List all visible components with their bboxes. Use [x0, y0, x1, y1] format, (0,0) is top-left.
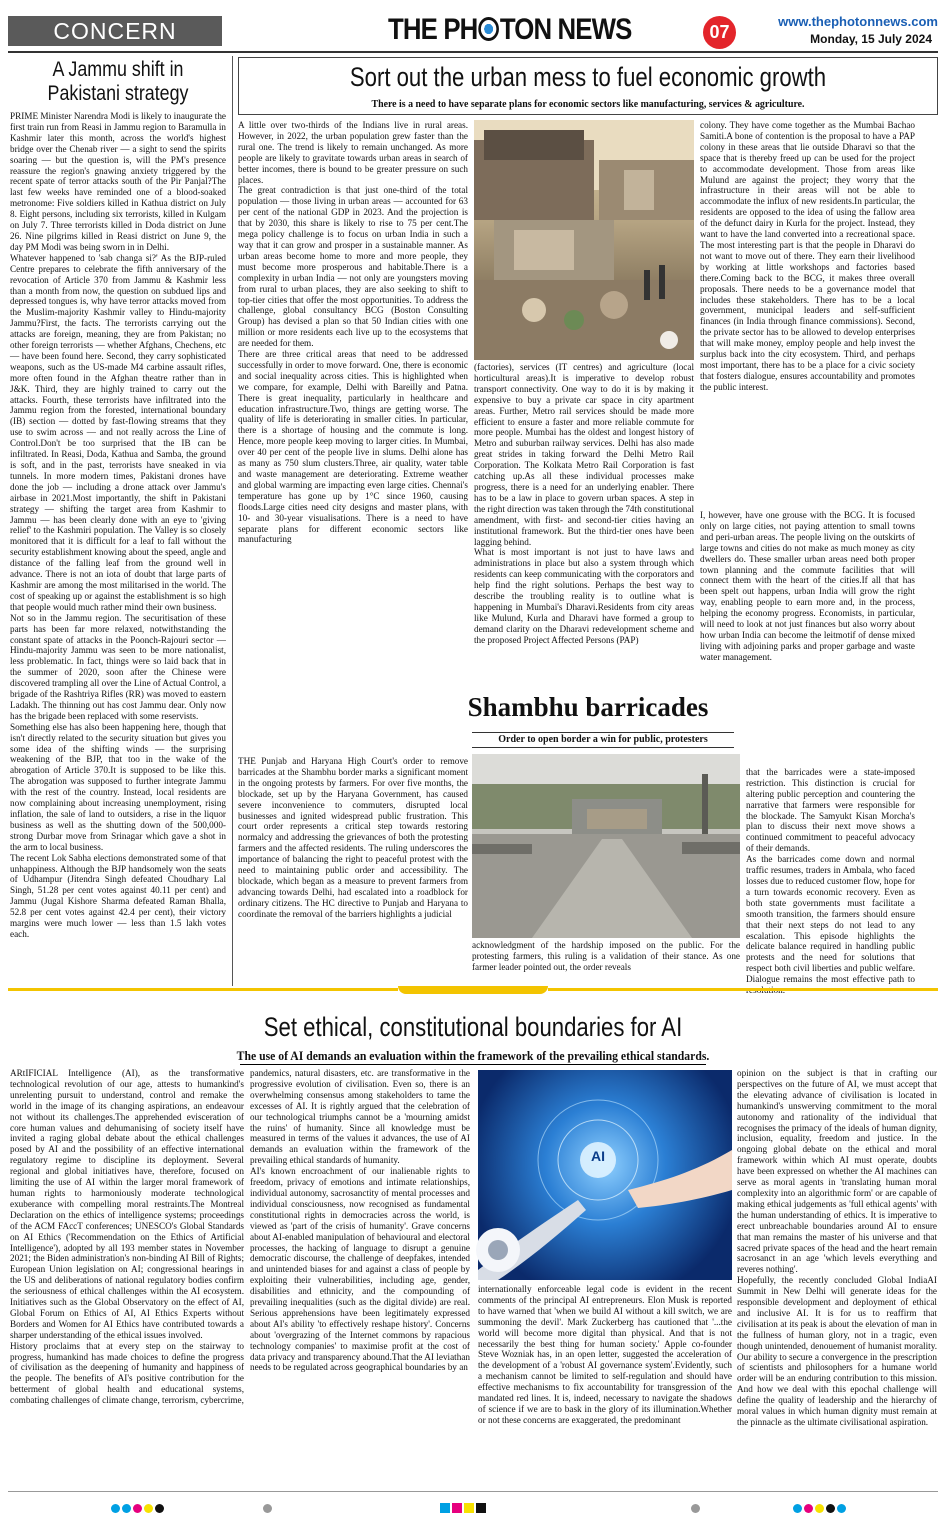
jammu-headline-line-2: Pakistani strategy	[47, 82, 189, 105]
jammu-para-3: Not so in the Jammu region. The securitisation of these parts has been far more relaxed, notwithstanding the constant spate of attacks in the Poonch-Rajouri sector — Hindu-majority Jammu was seen to be more nationalist, less problematic. In fact, things were so laid back that in the summer of 2020, soon after the Chinese were discovered trampling all over the Line of Actual Control, a brigade of the Rashtriya Rifles (RR) was moved to eastern Ladakh. The thinning out has cost Jammu dear. Only now has the brigade been replaced with some reservists.	[10, 612, 226, 721]
slum-photo-drawing	[474, 120, 694, 360]
paper-title-end: TON NEWS	[499, 13, 632, 46]
ai-col2-para-1: pandemics, natural disasters, etc. are transformative in the progressive evolution of civilisation. Even so, there is an overwhelming consensus among stakeholders to tame the excesses of AI. It is rightly argued that the celebration of our technological triumphs cannot be a 'mourning amidst the ruins' of humanity. Since all knowledge must be measured in terms of the values it advances, the use of AI demands an evaluation within the framework of the prevailing ethical standards of humanity.	[250, 1068, 470, 1166]
page-number: 07	[709, 22, 730, 42]
shambhu-col-3	[746, 756, 915, 985]
shambhu-kicker-rule-bottom	[472, 747, 734, 748]
urban-col-3-lower	[700, 510, 915, 690]
globe-logo-icon	[478, 17, 499, 41]
urban-col1-para-1: A little over two-thirds of the Indians live in rural areas. However, in 2022, the urban population grew faster than the rural one. The trend is likely to remain unchanged. As more people are likely to gravitate towards urban areas in search of better incomes, there is bound to be greater pressure on such places.	[238, 120, 468, 185]
ai-illustration-drawing	[478, 1070, 732, 1280]
shambhu-kicker: Order to open border a win for public, protesters	[498, 734, 708, 745]
urban-col2-para-2: What is most important is not just to have laws and administrations in place but also a system through which residents can keep communicating with the corporators and help find the right solutions. Perhaps the best way to describe the troubling reality is to outline what is happening in Mumbai's Dharavi.Residents from city areas like Mulund, Kurla and Dharavi have formed a group to demand clarity on the Dharavi redevelopment scheme and the proposed Project Affected Persons (PAP)	[474, 547, 694, 645]
section-label-box	[8, 16, 222, 46]
ai-chip-label: AI	[591, 1148, 605, 1164]
ai-col4-para-2: Hopefully, the recently concluded Global IndiaAI Summit in New Delhi will generate ideas for the responsible development and deployment of ethical and inclusive AI. It is for us to reaffirm that civilisation at its peak is about the elevation of man in the fullness of human glory, not in a tragic, even though unintended, denouement of humanist morality. Our ability to secure a convergence in the prescription of scientists and philosophers for a humane world order will be an enduring contribution to this mission. And how we deal with this epochal challenge will define the quality of leadership and the hierarchy of moral values in which human dignity must remain at the pinnacle as the ultimate civilisational aspiration.	[737, 1275, 937, 1427]
urban-kicker: There is a need to have separate plans for economic sectors like manufacturing, services & agriculture.	[371, 98, 805, 110]
jammu-para-5: The recent Lok Sabha elections demonstrated some of that unhappiness. Although the BJP handsomely won the seats of Udhampur (Jitendra Singh defeated Choudhary Lal Singh, 51.28 per cent votes against 40.11 per cent) and Jammu (Jugal Kishore Sharma defeated Raman Bhalla, 52.8 per cent votes against 42.4 per cent), their victory margins were much lower — less than 1.5 lakh votes each.	[10, 852, 226, 939]
urban-col2-para-1: (factories), services (IT centres) and agriculture (local horticultural areas).It is imperative to develop robust transport connectivity. One way to do it is by making it expensive to buy a private car space in city apartment areas. Further, Metro rail services should be made more efficient to ensure a faster and more reliable commute for more people. Mumbai has the oldest and longest history of Metro and suburban railway services. Delhi has also made great strides in taking forward the Delhi Metro Rail Corporation. The Kolkata Metro Rail Corporation is fast catching up.As all these individual processes make progress, there is a need for an underlying enabler. There has to be a law in place to govern urban spaces. A step in the right direction was taken through the 74th constitutional amendment, with first- and second-tier cities having an institutional framework. But the third-tier ones have been lagging behind.	[474, 362, 694, 547]
ai-kicker: The use of AI demands an evaluation within the framework of the prevailing ethical standards.	[236, 1048, 710, 1063]
jammu-body	[10, 111, 226, 989]
urban-headline: Sort out the urban mess to fuel economic growth	[349, 62, 827, 92]
urban-col3-para-2: I, however, have one grouse with the BCG. It is focused only on large cities, not paying attention to small towns and peri-urban areas. The people living on the outskirts of large towns and cities do not make as much money as city dwellers do. These smaller urban areas need both proper town planning and the commute facilities that will connect them with the heart of the cities.If all that has been spelt out happens, urban India will grow the right way, enabling people to earn more and, in the process, helping the economy progress. Economists, in particular, will need to look at not just finances but also worry about how urban India can become the leitmotif of dense mixed living with adjoining parks and proper garbage and waste water management.	[700, 510, 915, 662]
shambhu-headline: Shambhu barricades	[467, 692, 709, 722]
color-registration-right	[792, 1500, 847, 1518]
ai-col-3	[478, 1284, 732, 1488]
urban-col-2	[474, 362, 694, 684]
shambhu-col-2	[472, 940, 740, 980]
paper-title	[388, 10, 663, 50]
issue-date: Monday, 15 July 2024	[810, 32, 932, 46]
jammu-para-1: PRIME Minister Narendra Modi is likely to inaugurate the first train run from Reasi in Jammu region to Baramulla in Kashmir later this month, across the world's highest bridge over the Chenab river — a sight to send the spirits soaring — but the question is, will the PM's presence reassure the region's gnawing anxiety triggered by the recent spate of terror attacks south of the Pir Panjal?The last few weeks have reminded one of a blood-soaked metronome: Five soldiers killed in Kathua district on July 8. Eight persons, including six terrorists, killed in Kulgam on July 7. Three terrorists killed in Doda district on June 26. Nine pilgrims killed in Reasi district on June 9, the day PM Modi was being sworn in in Delhi.	[10, 111, 226, 252]
jammu-headline	[10, 58, 226, 106]
footer-rule	[8, 1491, 938, 1492]
shambhu-col1-text: THE Punjab and Haryana High Court's order to remove barricades at the Shambhu border marks a significant moment in the ongoing protests by farmers. For over five months, the blockade, set up by the Haryana Government, has caused severe inconvenience to commuters, disrupted local businesses and ignited widespread public frustration. This court order represents a critical step towards restoring normalcy and addressing the grievances of both the protesting farmers and the affected residents. The ruling underscores the importance of balancing the right to peaceful protest with the need to maintaining public order and accessibility. The blockade, which began as a measure to prevent farmers from advancing towards Delhi, had escalated into a roadblock for ordinary citizens. The HC directive to Punjab and Haryana to coordinate the removal of the barriers highlights a judicial	[238, 756, 468, 919]
shambhu-col3-text: that the barricades were a state-imposed restriction. This distinction is crucial for altering public perception and countering the narrative that farmers were responsible for the blockade. The Samyukt Kisan Morcha's plan to discuss their next move shows a continued commitment to peaceful advocacy of their demands. As the barricades come down and normal traffic resumes, traders in Ambala, who faced losses due to reduced customer flow, hope for a turn towards economic recovery. Even as both state governments must facilitate a smooth transition, the farmers should ensure that their next steps do not lead to any escalation. This episode highlights the delicate balance required in handling public protests and the need for solutions that respect both civil liberties and public welfare. Dialogue remains the most effective path to	[746, 766, 915, 985]
shambhu-col2-text: acknowledgment of the hardship imposed on the public. For the protesting farmers, this ruling is a validation of their stance. As one farmer leader pointed out, the order reveals	[472, 940, 740, 972]
jammu-para-2: Whatever happened to 'sab changa si?' As the BJP-ruled Centre prepares to celebrate the fifth anniversary of the revocation of Article 370 from Jammu & Kashmir less than a month from now, the question on subdued lips and depressed tongues is, why have terror attacks moved from the Muslim-majority Kashmir valley to Hindu-majority Jammu?First, the facts. The terrorists carrying out the attacks are foreign, meaning, they are from Pakistan; no other foreign terrorists — whether Afghans, Chechens, etc — have been found here. Second, they carry sophisticated weapons, such as the US-made M4 carbine assault rifles, more often found in the Afghan theatre rather than in J&K. Third, they are highly trained to carry out the attacks. Fourth, these terrorists have infiltrated into the Jammu region from the forested, international boundary (IB) section — dotted by fast-flowing streams that they use to swim across — and not really across the Line of Control.Don't be too surprised that the IB can be infiltrated. In Reasi, Doda, Kathua and Samba, the ground is soft, and in the past, terrorists have sneaked in via tunnels. In more modern times, Pakistani drones have done the job — including a drone attack over Jammu's airbase in 2021.Most importantly, the shift in Pakistani strategy — shifting the target area from Kashmir to Jammu — has been clearly done with an eye to 'giving relief' to the Kashmiri population. The Valley is so closely monitored that it is difficult for a leaf to fall without the security establishment knowing about the speed, angle and distance of the falling leaf from the ground well in advance. There is not an iota of doubt that large parts of Kashmir are among the most militarised in the world. The cost of speaking up or against the establishment is so high that people would much rather mind their own business.	[10, 252, 226, 612]
page-number-badge	[703, 16, 736, 49]
ai-col-2	[250, 1068, 470, 1488]
ai-headline: Set ethical, constitutional boundaries for AI	[263, 1012, 683, 1042]
masthead-rule	[8, 51, 938, 53]
ai-kicker-rule	[240, 1064, 706, 1065]
ai-col1-para-1: ARtIFICIAL Intelligence (AI), as the transformative technological revolution of our age, attests to humankind's unrelenting pursuit to understand, control and remake the world in the image of its changing aspirations, an endeavour not without its challenges.The apprehended evisceration of core human values and dehumanising of society itself have invited a raging global debate about the ethical challenges posed by AI and the possibility of an effective international regulatory regime to discipline its deployment. Several regional and global initiatives have, therefore, focused on limiting the use of AI within the larger moral framework of human rights to harmoniously moderate technological exuberance with compelling moral restraints.The Montreal Declaration on the ethics of intelligence systems; proceedings of the ACM FAccT conferences; UNESCO's Global Standards on AI Ethics ('Recommendation on the Ethics of Artificial Intelligence'), adopted by all 193 member states in November 2021; the Biden administration's non-binding AI Bill of Rights; European Union legislation on AI; congressional hearings in the US and deliberations of national regulatory bodies confirm the seriousness of ethical challenges within the AI ecosystem. Initiatives such as the Global Observatory on the effect of AI, Global Forum on Ethics of AI, AI Ethics Experts without Borders and Women for AI Ethics have contributed towards a sharper understanding of the ethical issues involved.	[10, 1068, 244, 1340]
color-registration-center	[440, 1500, 486, 1518]
website-url[interactable]: www.thephotonnews.com	[778, 14, 938, 29]
barricade-photo	[472, 754, 740, 938]
ai-illustration	[478, 1070, 732, 1280]
urban-col1-para-2: The great contradiction is that just one-third of the total population — those living in urban areas — accounted for 63 per cent of the national GDP in 2023. And the projection is that by 2030, this share is likely to rise to 75 per cent.The mega policy challenge is to focus on urban India in such a way that it can grow and prosper in a sustainable manner. As urban areas become home to more and more people, they must become more prosperous and habitable.There is a complexity in urban India — not only are youngsters moving from rural to urban places, they are also seeking to shift to top-tier cities that offer the most opportunities. To address the challenge, global consultancy BCG (Boston Consulting Group) has devised a plan so that 50 Indian cities with one million or more residents each live up to the ecosystems that are needed for them.	[238, 185, 468, 349]
section-label: CONCERN	[53, 18, 177, 44]
ai-col3-text: internationally enforceable legal code is evident in the recent comments of the principal AI entrepreneurs. Elon Musk is reported to have warned that 'when we build AI without a kill switch, we are summoning the devil'. Mark Zuckerberg has cautioned that '...the world will become more digital than physical. And that is not necessarily the best thing for human society.' Apple co-founder Steve Wozniak has, in an open letter, suggested the acceleration of the development of a 'robust AI governance system'.Evidently, such a mechanism cannot be limited to self-regulation and should have effective mechanisms to fix accountability for transgression of the mandated red lines. It is, indeed, necessary to navigate the shadows of science if we are to bask in the glory of its illumination.Whether or not these concerns are exaggerated, the predominant	[478, 1284, 732, 1425]
jammu-para-4: Something else has also been happening here, though that isn't directly related to the security situation but gives you some idea of the shifting winds — the surprising weakening of the BJP, that too in the wake of the abrogation of Article 370.It is supposed to be like this. The abrogation was supposed to further integrate Jammu with the rest of the country. Instead, local residents are now complaining about increasing unemployment, rising inflation, the sale of land to outsiders, a rise in the liquor business as well as the shutting down of the 500,000-strong Durbar move from Srinagar which gave a shot in the arm to local business.	[10, 721, 226, 852]
ai-col2-para-2: AI's known encroachment of our inalienable rights to freedom, privacy of emotions and intimate relationships, individual autonomy, sacrosanctity of mental processes and individual consciousness, now recognised as fundamental constitutional rights in democracies across the world, is viewed as 'part of the crisis of humanity'. Grave concerns about AI-enabled manipulation of behavioural and electoral processes, the hacking of language to disrupt a genuine democratic discourse, the challenge of deepfakes, intended and unintended biases for and against a class of people by exploiting their vulnerabilities, including age, gender, disabilities and ethnicity, and the compounding of prevailing inequalities (such as the digital divide) are real. Serious apprehensions have been legitimately expressed about AI's ability 'to effectively reshape history'. Concerns about 'overgrazing of the Internet commons by rapacious technology companies' to maximise profit at the cost of data privacy and transparency abound.That the AI leviathan needs to be regulated across geographical boundaries by an	[250, 1166, 470, 1373]
shambhu-col-1	[238, 756, 468, 978]
ai-col-4	[737, 1068, 937, 1488]
column-divider	[232, 56, 233, 986]
registration-dot-right	[690, 1500, 701, 1518]
slum-photo	[474, 120, 694, 360]
paper-title-start: THE PH	[388, 13, 478, 46]
ai-col1-para-2: History proclaims that at every step on the stairway to progress, humankind has made choices to define the progress of civilisation as the deepening of humanity and happiness of the people. The benefits of AI's positive contribution for the betterment of global health and educational systems, combating challenges of climate change, terrorism, cybercrime,	[10, 1340, 244, 1406]
barricade-photo-drawing	[472, 754, 740, 938]
jammu-headline-line-1: A Jammu shift in	[52, 58, 184, 81]
urban-col1-para-3: There are three critical areas that need to be addressed successfully in order to move forward. One, there is economic and social inequality across cities. This is highlighted when we compare, for example, Delhi with Bareilly and Patna. There is great inequality, particularly in healthcare and education infrastructure.Two, things are getting worse. The quality of life is deteriorating in smaller cities. In particular, there is a shortage of housing and the commute is long. Hence, more people keep moving to larger cities. In Mumbai, over 40 per cent of the people live in slums. Delhi alone has as many as 750 slum clusters.Three, air quality, water table and waste management are deteriorating. Extreme weather and global warming are impacting even large cities. Chennai's temperature has gone up by 1°C since 1960, causing floods.Large cities need city designs and master plans, with 10- and 30-year visualisations. There is a need to have separate plans for different economic sectors like manufacturing	[238, 349, 468, 545]
ai-col-1	[10, 1068, 244, 1488]
section-separator	[8, 986, 938, 994]
urban-col3-para-1: colony. They have come together as the Mumbai Bachao Samiti.A bone of contention is the proposal to have a PAP colony in these areas that lie outside Dharavi so that the space that is thereby freed up can be used for the project to accommodate development. Those from areas like Mulund are against the project; they worry that the infrastructure in their areas will not be able to accommodate the influx of new residents.In particular, the residents are opposed to the idea of using the fallow area of the defunct dairy in Kurla for the project. Instead, they want to have the land converted into a recreational space. The most interesting part is that the people in Dharavi do not want to move out of there. They earn their livelihood by working at little workshops and factories based there.Coming back to the BCG, it makes three overall proposals. There needs to be a governance model that includes these stakeholders. There has to be a local government, municipal leaders and self-sufficient finances (in India through finance commissions). Second, the private sector has to be allowed to develop enterprises that will make money, employ people and help invest the surplus back into the city ecosystem. Third, and perhaps most important, there has to be a place for a civic society that fosters dialogue, ensures accountability and promotes the public interest.	[700, 120, 915, 392]
registration-dot-left	[262, 1500, 273, 1518]
ai-col4-para-1: opinion on the subject is that in crafting our perspectives on the future of AI, we must accept that the elevating advance of civilisation is located in humankind's unswerving commitment to the moral autonomy and rationality of the individual that recognises the primacy of the ideals of human dignity, inclusion, equality, freedom and justice. In the ongoing global debate on the ethical and moral framework within which AI must operate, doubts have been expressed on whether the AI machines can serve as moral agents in 'translating human moral complexity into an algorithmic form' or are capable of making ethical judgements as 'full ethical agents' with the human understanding of ethics. It is imperative to erect unbreachable boundaries around AI to ensure that man remains the master of his universe and that sacred private spaces of the head and the heart remain sacrosanct in an age 'which levels everything and reveres nothing'.	[737, 1068, 937, 1275]
color-registration-left	[110, 1500, 165, 1518]
